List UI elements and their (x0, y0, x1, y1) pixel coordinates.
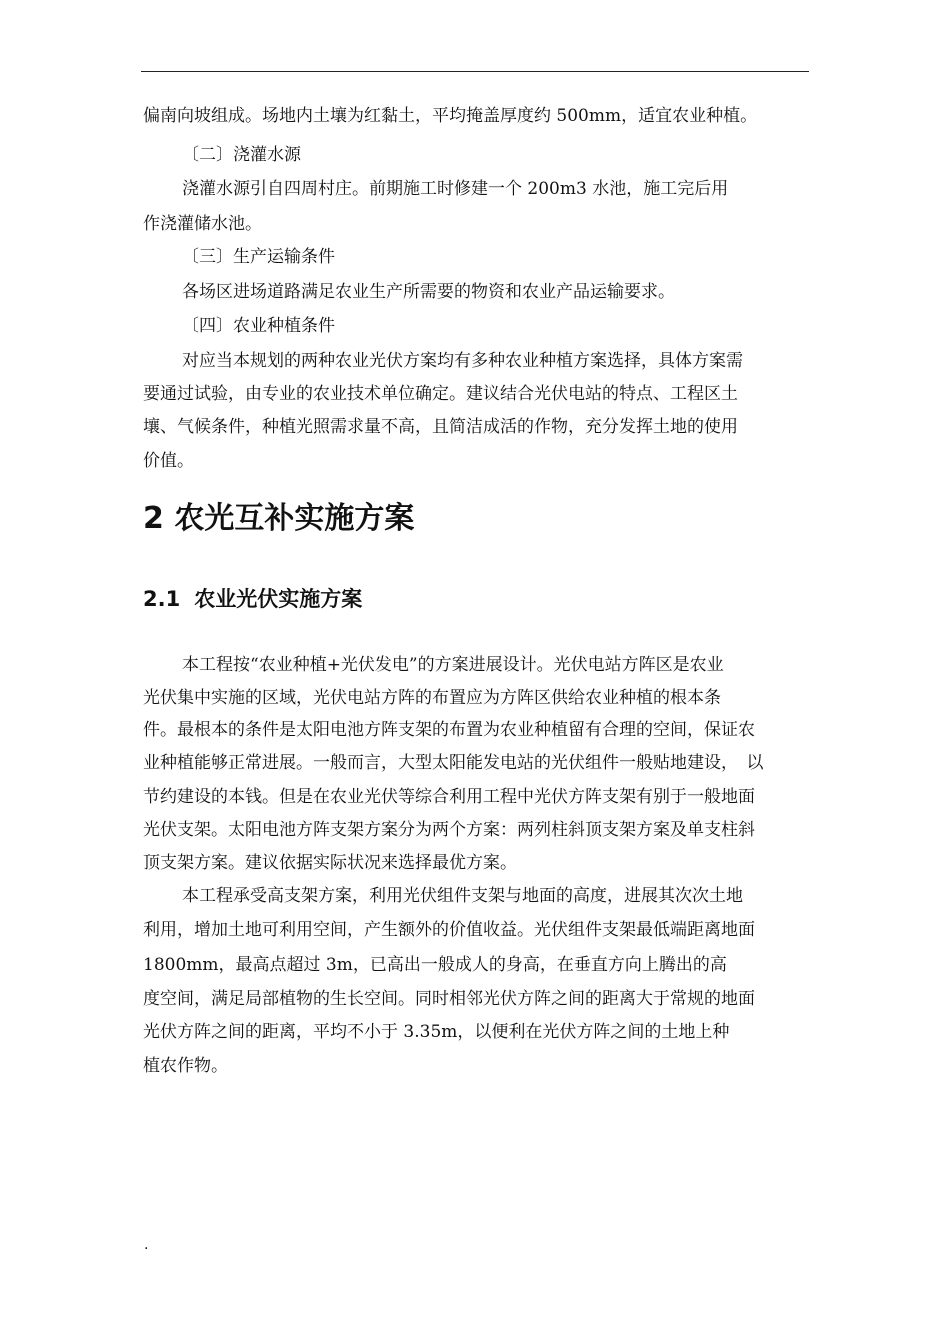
subsection-title-planting: 〔四〕农业种植条件 (182, 316, 335, 336)
paragraph-line: 对应当本规划的两种农业光伏方案均有多种农业种植方案选择，具体方案需 (182, 351, 743, 371)
paragraph-line: 件。最根本的条件是太阳电池方阵支架的布置为农业种植留有合理的空间，保证农 (143, 720, 755, 740)
section-title: 农业光伏实施方案 (194, 587, 363, 611)
paragraph-line: 壤、气候条件，种植光照需求量不高，且简洁成活的作物，充分发挥土地的使用 (143, 417, 738, 437)
paragraph-line: 浇灌水源引自四周村庄。前期施工时修建一个 200m3 水池，施工完后用 (182, 179, 729, 199)
paragraph-line: 偏南向坡组成。场地内土壤为红黏土，平均掩盖厚度约 500mm，适宜农业种植。 (143, 106, 758, 126)
subsection-title-transport: 〔三〕生产运输条件 (182, 247, 335, 267)
paragraph-line: 本工程按“农业种植+光伏发电”的方案进展设计。光伏电站方阵区是农业 (182, 655, 724, 675)
paragraph-line: 节约建设的本钱。但是在农业光伏等综合利用工程中光伏方阵支架有别于一般地面 (143, 787, 755, 807)
paragraph-line: 1800mm，最高点超过 3m，已高出一般成人的身高，在垂直方向上腾出的高 (143, 955, 727, 975)
paragraph-line: 各场区进场道路满足农业生产所需要的物资和农业产品运输要求。 (182, 282, 675, 302)
paragraph-line: 光伏集中实施的区域，光伏电站方阵的布置应为方阵区供给农业种植的根本条 (143, 688, 721, 708)
header-rule (141, 71, 809, 72)
paragraph-line: 价值。 (143, 451, 194, 471)
paragraph-line: 业种植能够正常进展。一般而言，大型太阳能发电站的光伏组件一般贴地建设， 以 (143, 753, 764, 773)
section-heading (143, 583, 362, 615)
paragraph-line: 光伏支架。太阳电池方阵支架方案分为两个方案：两列柱斜顶支架方案及单支柱斜 (143, 820, 755, 840)
paragraph-line: 要通过试验，由专业的农业技术单位确定。建议结合光伏电站的特点、工程区土 (143, 384, 738, 404)
paragraph-line: 作浇灌储水池。 (143, 214, 262, 234)
section-number: 2.1 (143, 587, 181, 611)
footer-mark: . (144, 1237, 149, 1253)
paragraph-line: 利用，增加土地可利用空间，产生额外的价值收益。光伏组件支架最低端距离地面 (143, 920, 755, 940)
paragraph-line: 光伏方阵之间的距离，平均不小于 3.35m，以便利在光伏方阵之间的土地上种 (143, 1022, 730, 1042)
paragraph-line: 本工程承受高支架方案，利用光伏组件支架与地面的高度，进展其次次土地 (182, 886, 743, 906)
paragraph-line: 植农作物。 (143, 1056, 228, 1076)
subsection-title-irrigation: 〔二〕浇灌水源 (182, 145, 301, 165)
paragraph-line: 度空间，满足局部植物的生长空间。同时相邻光伏方阵之间的距离大于常规的地面 (143, 989, 755, 1009)
paragraph-line: 顶支架方案。建议依据实际状况来选择最优方案。 (143, 853, 517, 873)
chapter-heading: 2 农光互补实施方案 (143, 501, 415, 536)
